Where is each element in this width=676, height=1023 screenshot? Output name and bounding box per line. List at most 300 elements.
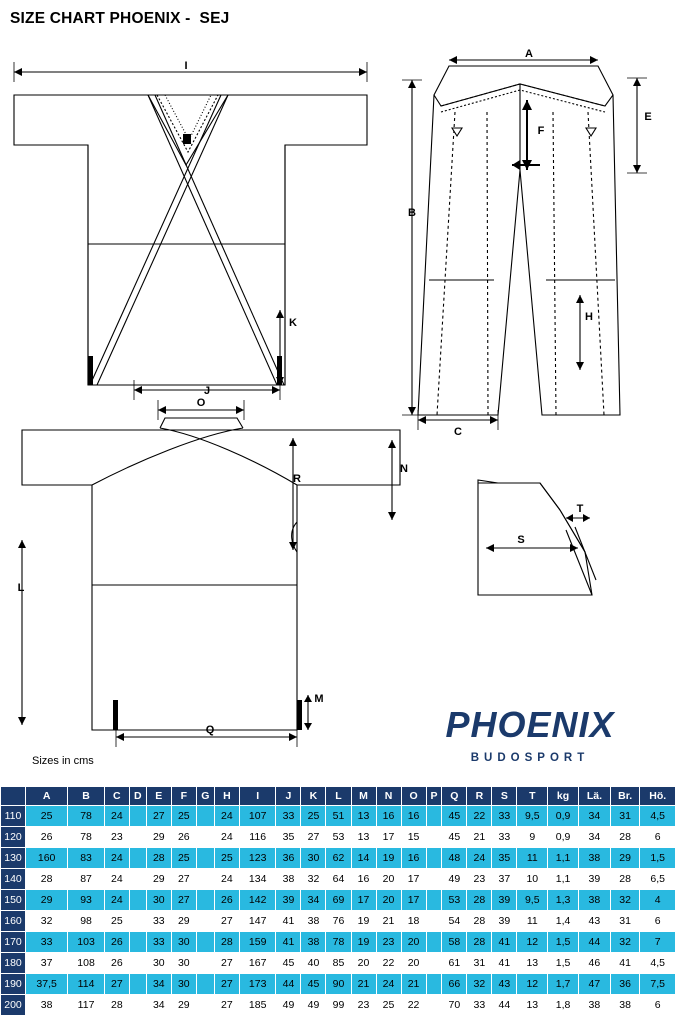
table-cell: 46 bbox=[578, 953, 610, 974]
dim-H bbox=[576, 295, 584, 370]
table-cell: 38 bbox=[578, 995, 610, 1016]
label-M: M bbox=[314, 693, 324, 705]
table-row bbox=[1, 848, 676, 869]
table-cell: 26 bbox=[214, 890, 239, 911]
label-Q: Q bbox=[205, 724, 215, 736]
table-cell: 43 bbox=[578, 911, 610, 932]
table-cell: 39 bbox=[276, 890, 301, 911]
table-cell bbox=[129, 806, 146, 827]
table-row bbox=[1, 806, 676, 827]
table-cell: 24 bbox=[104, 848, 129, 869]
table-cell: 33 bbox=[26, 932, 68, 953]
label-F: F bbox=[537, 125, 545, 137]
table-cell: 19 bbox=[376, 848, 401, 869]
page-title: SIZE CHART PHOENIX - SEJ bbox=[10, 10, 230, 27]
table-cell: 41 bbox=[492, 932, 517, 953]
table-cell: 159 bbox=[239, 932, 276, 953]
table-cell: 12 bbox=[517, 932, 548, 953]
table-cell: 24 bbox=[467, 848, 492, 869]
table-cell: 0,9 bbox=[548, 827, 579, 848]
table-cell: 38 bbox=[578, 890, 610, 911]
dim-I bbox=[14, 62, 367, 82]
brand-logo bbox=[395, 700, 665, 780]
table-cell: 33 bbox=[276, 806, 301, 827]
table-cell: 20 bbox=[351, 953, 376, 974]
table-cell: 34 bbox=[146, 974, 171, 995]
table-cell: 12 bbox=[517, 974, 548, 995]
table-cell: 37,5 bbox=[26, 974, 68, 995]
table-cell: 1,3 bbox=[548, 890, 579, 911]
label-S: S bbox=[517, 534, 525, 546]
table-cell: 30 bbox=[171, 953, 196, 974]
table-cell: 41 bbox=[276, 932, 301, 953]
table-cell: 44 bbox=[578, 932, 610, 953]
table-cell: 29 bbox=[610, 848, 640, 869]
table-cell: 29 bbox=[146, 827, 171, 848]
label-N: N bbox=[400, 463, 408, 475]
table-cell: 7,5 bbox=[640, 974, 676, 995]
label-H: H bbox=[585, 311, 593, 323]
table-cell: 28 bbox=[467, 911, 492, 932]
table-cell: 35 bbox=[492, 848, 517, 869]
table-cell: 23 bbox=[104, 827, 129, 848]
table-cell: 167 bbox=[239, 953, 276, 974]
table-cell: 27 bbox=[214, 953, 239, 974]
table-cell: 39 bbox=[578, 869, 610, 890]
table-cell: 45 bbox=[301, 974, 326, 995]
column-header-G: G bbox=[196, 787, 214, 806]
table-cell: 4 bbox=[640, 890, 676, 911]
table-cell bbox=[426, 827, 442, 848]
table-cell: 185 bbox=[239, 995, 276, 1016]
table-cell: 31 bbox=[610, 911, 640, 932]
column-header-D: D bbox=[129, 787, 146, 806]
table-cell bbox=[129, 911, 146, 932]
table-cell bbox=[196, 995, 214, 1016]
label-K: K bbox=[289, 317, 297, 329]
table-cell: 31 bbox=[467, 953, 492, 974]
table-row bbox=[1, 974, 676, 995]
table-cell bbox=[129, 827, 146, 848]
column-header-Hö.: Hö. bbox=[640, 787, 676, 806]
table-cell: 22 bbox=[401, 995, 426, 1016]
table-cell: 37 bbox=[492, 869, 517, 890]
table-cell: 26 bbox=[104, 953, 129, 974]
table-cell: 30 bbox=[171, 932, 196, 953]
technical-drawings bbox=[0, 40, 676, 780]
table-cell: 4,5 bbox=[640, 953, 676, 974]
table-cell bbox=[129, 995, 146, 1016]
table-cell: 117 bbox=[68, 995, 105, 1016]
table-cell: 35 bbox=[276, 827, 301, 848]
table-cell: 17 bbox=[351, 890, 376, 911]
table-row bbox=[1, 932, 676, 953]
table-cell: 24 bbox=[214, 806, 239, 827]
brand-name: PHOENIX bbox=[445, 704, 615, 745]
table-cell bbox=[129, 974, 146, 995]
table-row bbox=[1, 995, 676, 1016]
label-B: B bbox=[408, 207, 416, 219]
table-cell: 34 bbox=[146, 995, 171, 1016]
column-header-T: T bbox=[517, 787, 548, 806]
table-header-row bbox=[1, 787, 676, 806]
table-cell: 51 bbox=[326, 806, 351, 827]
table-cell: 23 bbox=[467, 869, 492, 890]
table-cell: 16 bbox=[401, 848, 426, 869]
table-cell: 1,5 bbox=[548, 932, 579, 953]
row-header-size: 140 bbox=[1, 869, 26, 890]
table-cell: 9,5 bbox=[517, 890, 548, 911]
column-header-I: I bbox=[239, 787, 276, 806]
table-cell: 78 bbox=[68, 827, 105, 848]
table-cell: 27 bbox=[146, 806, 171, 827]
table-cell: 58 bbox=[442, 932, 467, 953]
table-cell: 45 bbox=[442, 806, 467, 827]
table-cell: 1,1 bbox=[548, 869, 579, 890]
dim-M bbox=[304, 695, 312, 730]
table-cell bbox=[196, 806, 214, 827]
table-cell: 28 bbox=[214, 932, 239, 953]
row-header-size: 190 bbox=[1, 974, 26, 995]
table-cell: 48 bbox=[442, 848, 467, 869]
table-cell: 28 bbox=[467, 890, 492, 911]
table-cell: 98 bbox=[68, 911, 105, 932]
table-cell: 147 bbox=[239, 911, 276, 932]
table-cell: 24 bbox=[214, 827, 239, 848]
column-header-C: C bbox=[104, 787, 129, 806]
table-cell: 93 bbox=[68, 890, 105, 911]
table-cell: 32 bbox=[610, 890, 640, 911]
table-cell: 13 bbox=[351, 806, 376, 827]
table-cell: 24 bbox=[104, 869, 129, 890]
table-cell bbox=[426, 995, 442, 1016]
table-cell: 6 bbox=[640, 911, 676, 932]
label-R: R bbox=[293, 473, 301, 485]
table-cell: 38 bbox=[276, 869, 301, 890]
table-cell: 27 bbox=[214, 995, 239, 1016]
dim-B bbox=[402, 80, 422, 415]
table-cell: 10 bbox=[517, 869, 548, 890]
table-cell: 16 bbox=[401, 806, 426, 827]
table-cell: 33 bbox=[146, 911, 171, 932]
table-cell: 83 bbox=[68, 848, 105, 869]
table-cell: 29 bbox=[171, 995, 196, 1016]
table-cell: 69 bbox=[326, 890, 351, 911]
label-C: C bbox=[454, 426, 462, 438]
table-cell: 29 bbox=[171, 911, 196, 932]
table-cell: 0,9 bbox=[548, 806, 579, 827]
column-header-A: A bbox=[26, 787, 68, 806]
table-cell: 61 bbox=[442, 953, 467, 974]
table-cell: 28 bbox=[467, 932, 492, 953]
row-header-size: 150 bbox=[1, 890, 26, 911]
table-cell: 24 bbox=[376, 974, 401, 995]
table-cell: 54 bbox=[442, 911, 467, 932]
table-cell: 44 bbox=[276, 974, 301, 995]
column-header-H: H bbox=[214, 787, 239, 806]
table-cell: 142 bbox=[239, 890, 276, 911]
table-cell: 27 bbox=[171, 890, 196, 911]
table-cell: 108 bbox=[68, 953, 105, 974]
dim-S bbox=[486, 544, 578, 552]
row-header-size: 180 bbox=[1, 953, 26, 974]
table-cell: 19 bbox=[351, 932, 376, 953]
table-cell: 37 bbox=[26, 953, 68, 974]
table-cell bbox=[129, 932, 146, 953]
table-cell: 22 bbox=[376, 953, 401, 974]
table-cell: 32 bbox=[26, 911, 68, 932]
table-cell: 27 bbox=[171, 869, 196, 890]
table-cell: 23 bbox=[376, 932, 401, 953]
dim-T bbox=[566, 514, 590, 522]
table-cell: 28 bbox=[146, 848, 171, 869]
table-cell: 78 bbox=[68, 806, 105, 827]
table-cell: 26 bbox=[104, 932, 129, 953]
table-cell bbox=[426, 953, 442, 974]
table-cell bbox=[196, 911, 214, 932]
table-cell: 107 bbox=[239, 806, 276, 827]
table-cell: 103 bbox=[68, 932, 105, 953]
table-cell: 1,8 bbox=[548, 995, 579, 1016]
table-cell: 20 bbox=[376, 890, 401, 911]
table-cell: 17 bbox=[401, 869, 426, 890]
table-cell bbox=[196, 932, 214, 953]
table-cell: 11 bbox=[517, 911, 548, 932]
table-cell: 40 bbox=[301, 953, 326, 974]
column-header-N: N bbox=[376, 787, 401, 806]
table-cell: 34 bbox=[578, 827, 610, 848]
row-header-size: 120 bbox=[1, 827, 26, 848]
table-cell: 70 bbox=[442, 995, 467, 1016]
size-chart-table bbox=[0, 786, 676, 1016]
table-cell: 33 bbox=[467, 995, 492, 1016]
table-cell: 34 bbox=[301, 890, 326, 911]
table-cell: 66 bbox=[442, 974, 467, 995]
table-cell: 28 bbox=[104, 995, 129, 1016]
table-cell: 33 bbox=[492, 806, 517, 827]
table-cell: 32 bbox=[610, 932, 640, 953]
dim-F bbox=[512, 100, 540, 170]
table-cell: 87 bbox=[68, 869, 105, 890]
table-cell bbox=[196, 974, 214, 995]
column-header-P: P bbox=[426, 787, 442, 806]
table-cell: 38 bbox=[26, 995, 68, 1016]
table-cell: 78 bbox=[326, 932, 351, 953]
column-header-J: J bbox=[276, 787, 301, 806]
table-cell: 38 bbox=[301, 911, 326, 932]
table-cell: 4,5 bbox=[640, 806, 676, 827]
table-cell: 85 bbox=[326, 953, 351, 974]
table-cell: 25 bbox=[171, 848, 196, 869]
table-cell: 41 bbox=[276, 911, 301, 932]
table-cell: 33 bbox=[492, 827, 517, 848]
table-cell bbox=[426, 869, 442, 890]
table-cell: 64 bbox=[326, 869, 351, 890]
table-cell bbox=[129, 848, 146, 869]
table-cell: 6 bbox=[640, 995, 676, 1016]
table-cell: 41 bbox=[610, 953, 640, 974]
table-cell: 43 bbox=[492, 974, 517, 995]
table-cell: 16 bbox=[376, 806, 401, 827]
table-cell: 114 bbox=[68, 974, 105, 995]
table-cell: 9,5 bbox=[517, 806, 548, 827]
table-row bbox=[1, 869, 676, 890]
column-header-M: M bbox=[351, 787, 376, 806]
column-header-E: E bbox=[146, 787, 171, 806]
label-O: O bbox=[196, 397, 206, 409]
table-cell: 47 bbox=[578, 974, 610, 995]
table-cell: 39 bbox=[492, 890, 517, 911]
table-cell: 9 bbox=[517, 827, 548, 848]
table-cell: 21 bbox=[351, 974, 376, 995]
table-cell bbox=[196, 890, 214, 911]
table-cell bbox=[129, 890, 146, 911]
table-cell: 25 bbox=[214, 848, 239, 869]
table-cell: 32 bbox=[467, 974, 492, 995]
table-cell: 99 bbox=[326, 995, 351, 1016]
table-cell: 90 bbox=[326, 974, 351, 995]
table-cell: 34 bbox=[578, 806, 610, 827]
table-cell: 123 bbox=[239, 848, 276, 869]
table-cell: 30 bbox=[146, 890, 171, 911]
row-header-size: 200 bbox=[1, 995, 26, 1016]
column-header-kg: kg bbox=[548, 787, 579, 806]
label-E: E bbox=[644, 111, 652, 123]
column-header-corner bbox=[1, 787, 26, 806]
table-cell: 62 bbox=[326, 848, 351, 869]
table-cell bbox=[196, 827, 214, 848]
label-A: A bbox=[525, 48, 533, 60]
table-cell: 45 bbox=[276, 953, 301, 974]
table-cell: 160 bbox=[26, 848, 68, 869]
table-cell: 11 bbox=[517, 848, 548, 869]
column-header-S: S bbox=[492, 787, 517, 806]
table-cell: 15 bbox=[401, 827, 426, 848]
table-row bbox=[1, 953, 676, 974]
table-cell: 30 bbox=[171, 974, 196, 995]
table-cell: 23 bbox=[351, 995, 376, 1016]
table-cell: 45 bbox=[442, 827, 467, 848]
table-cell bbox=[196, 848, 214, 869]
table-cell bbox=[426, 890, 442, 911]
table-cell: 36 bbox=[276, 848, 301, 869]
column-header-L: L bbox=[326, 787, 351, 806]
brand-tagline: BUDOSPORT bbox=[470, 752, 590, 764]
table-cell: 25 bbox=[376, 995, 401, 1016]
table-cell: 76 bbox=[326, 911, 351, 932]
table-cell bbox=[426, 932, 442, 953]
table-cell: 6,5 bbox=[640, 869, 676, 890]
table-cell bbox=[129, 953, 146, 974]
table-cell: 39 bbox=[492, 911, 517, 932]
table-cell: 28 bbox=[610, 827, 640, 848]
label-T: T bbox=[576, 503, 584, 515]
table-cell: 7 bbox=[640, 932, 676, 953]
table-cell: 28 bbox=[610, 869, 640, 890]
table-cell: 24 bbox=[214, 869, 239, 890]
table-cell: 19 bbox=[351, 911, 376, 932]
table-cell bbox=[129, 869, 146, 890]
row-header-size: 110 bbox=[1, 806, 26, 827]
row-header-size: 170 bbox=[1, 932, 26, 953]
table-cell bbox=[426, 806, 442, 827]
table-cell: 49 bbox=[276, 995, 301, 1016]
column-header-R: R bbox=[467, 787, 492, 806]
table-cell: 21 bbox=[376, 911, 401, 932]
column-header-F: F bbox=[171, 787, 196, 806]
table-cell: 41 bbox=[492, 953, 517, 974]
table-cell: 30 bbox=[146, 953, 171, 974]
table-cell: 24 bbox=[104, 890, 129, 911]
table-cell: 25 bbox=[171, 806, 196, 827]
table-cell: 116 bbox=[239, 827, 276, 848]
table-row bbox=[1, 827, 676, 848]
table-cell bbox=[426, 911, 442, 932]
table-cell: 49 bbox=[442, 869, 467, 890]
table-cell: 53 bbox=[442, 890, 467, 911]
table-cell: 44 bbox=[492, 995, 517, 1016]
table-cell bbox=[196, 953, 214, 974]
row-header-size: 130 bbox=[1, 848, 26, 869]
table-cell: 13 bbox=[517, 953, 548, 974]
table-cell: 17 bbox=[376, 827, 401, 848]
table-cell: 18 bbox=[401, 911, 426, 932]
column-header-O: O bbox=[401, 787, 426, 806]
table-cell: 14 bbox=[351, 848, 376, 869]
table-cell: 53 bbox=[326, 827, 351, 848]
label-I: I bbox=[184, 60, 188, 72]
table-cell: 33 bbox=[146, 932, 171, 953]
table-cell bbox=[426, 848, 442, 869]
column-header-Q: Q bbox=[442, 787, 467, 806]
table-cell: 1,4 bbox=[548, 911, 579, 932]
table-cell: 1,5 bbox=[640, 848, 676, 869]
table-cell: 13 bbox=[517, 995, 548, 1016]
dim-N bbox=[388, 440, 396, 520]
table-cell: 20 bbox=[401, 932, 426, 953]
table-cell: 29 bbox=[26, 890, 68, 911]
column-header-K: K bbox=[301, 787, 326, 806]
table-cell: 49 bbox=[301, 995, 326, 1016]
table-cell: 25 bbox=[301, 806, 326, 827]
row-header-size: 160 bbox=[1, 911, 26, 932]
table-cell: 27 bbox=[214, 911, 239, 932]
table-cell: 28 bbox=[26, 869, 68, 890]
table-cell: 36 bbox=[610, 974, 640, 995]
table-cell: 38 bbox=[610, 995, 640, 1016]
column-header-Lä.: Lä. bbox=[578, 787, 610, 806]
table-cell: 134 bbox=[239, 869, 276, 890]
table-cell: 1,5 bbox=[548, 953, 579, 974]
table-cell: 29 bbox=[146, 869, 171, 890]
label-J: J bbox=[203, 385, 211, 397]
table-cell: 16 bbox=[351, 869, 376, 890]
column-header-B: B bbox=[68, 787, 105, 806]
table-cell: 1,1 bbox=[548, 848, 579, 869]
table-cell: 25 bbox=[104, 911, 129, 932]
dim-E bbox=[627, 78, 647, 173]
table-cell: 32 bbox=[301, 869, 326, 890]
table-cell: 21 bbox=[467, 827, 492, 848]
sizes-note: Sizes in cms bbox=[32, 755, 94, 767]
dim-L bbox=[18, 540, 26, 725]
table-cell: 26 bbox=[171, 827, 196, 848]
table-cell: 27 bbox=[104, 974, 129, 995]
table-cell: 13 bbox=[351, 827, 376, 848]
table-row bbox=[1, 911, 676, 932]
table-cell: 17 bbox=[401, 890, 426, 911]
table-cell: 1,7 bbox=[548, 974, 579, 995]
